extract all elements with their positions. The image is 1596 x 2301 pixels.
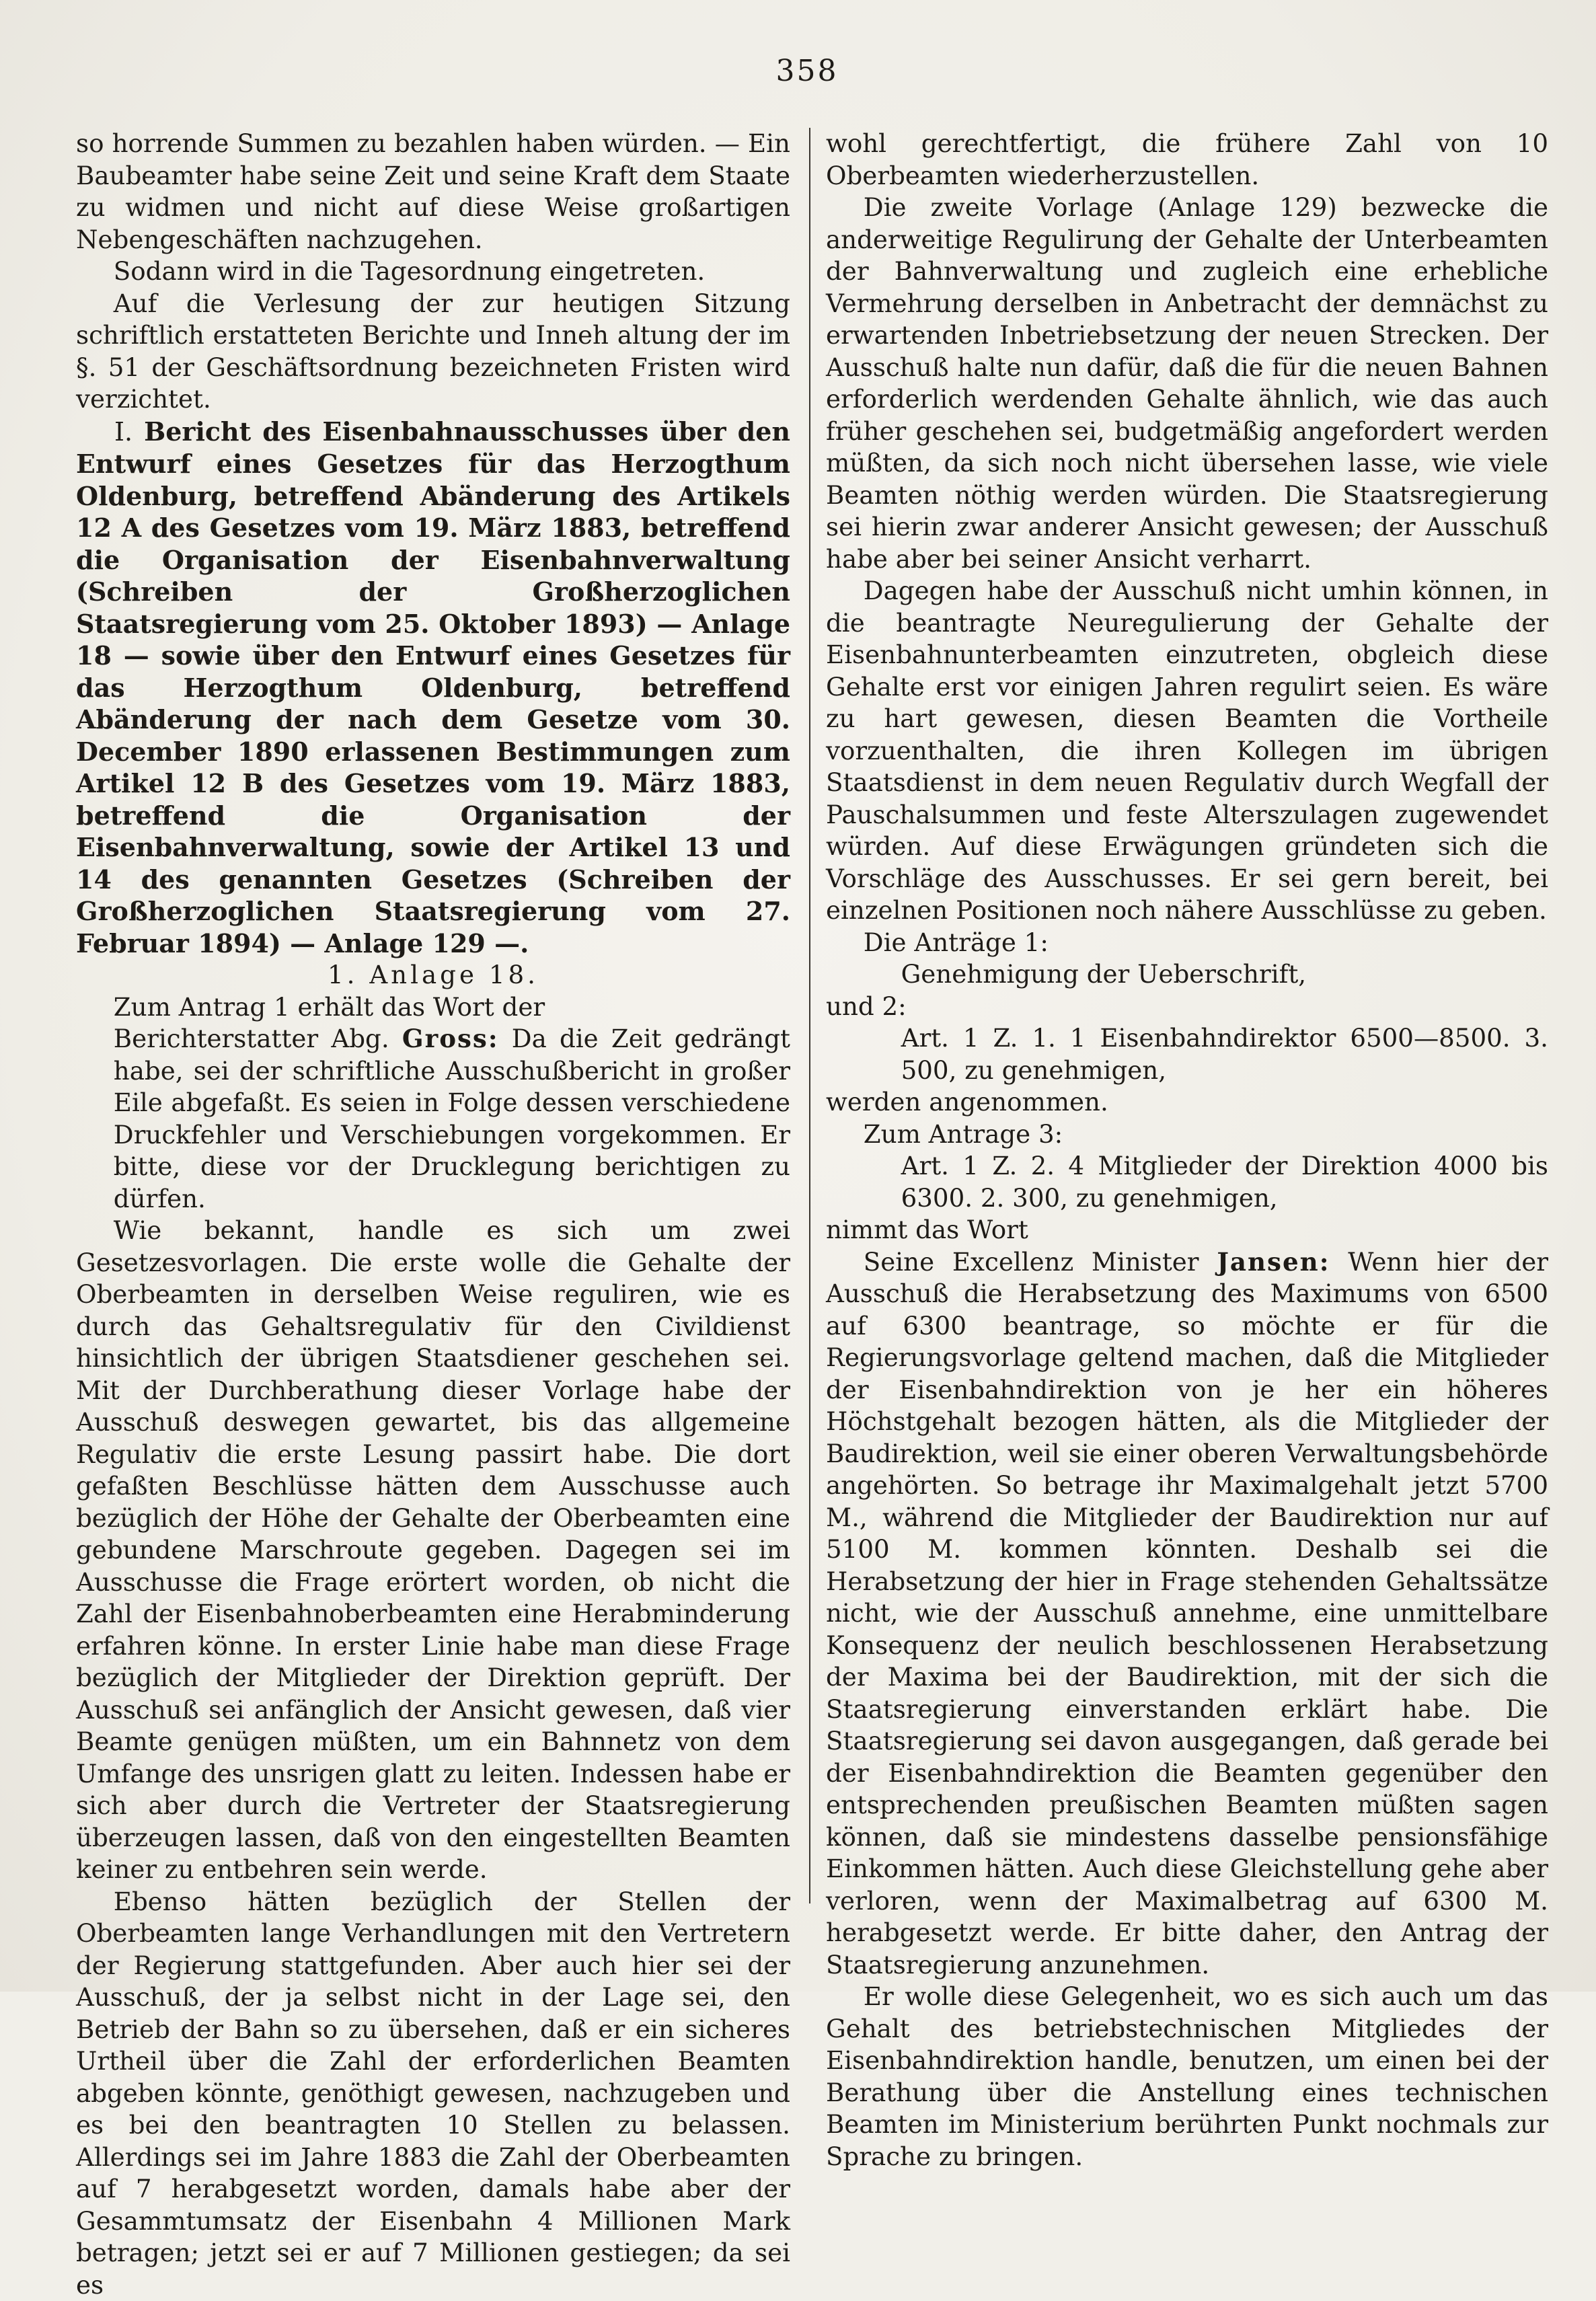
left-column bbox=[76, 128, 790, 2301]
paragraph: Wie bekannt, handle es sich um zwei Gesetzesvorlagen. Die erste wolle die Gehalte der Oberbeamten in derselben Weise reguliren, wie es durch das Gehaltsregulativ für den Civildienst hinsichtlich der übrigen Staatsdiener geschehen sei. Mit der Durchberathung dieser Vorlage habe der Ausschuß deswegen gewartet, bis das allgemeine Regulativ die erste Lesung passirt habe. Die dort gefaßten Beschlüsse hätten dem Ausschusse auch bezüglich der Höhe der Gehalte der Oberbeamten eine gebundene Marschroute gegeben. Dagegen sei im Ausschusse die Frage erörtert worden, ob nicht die Zahl der Eisenbahnoberbeamten eine Herabminderung erfahren könne. In erster Linie habe man diese Frage bezüglich der Mitglieder der Direktion geprüft. Der Ausschuß sei anfänglich der Ansicht gewesen, daß vier Beamte genügen müßten, um ein Bahnnetz von dem Umfange des unsrigen glatt zu leiten. Indessen habe er sich aber durch die Vertreter der Staatsregierung überzeugen lassen, daß von den eingestellten Beamten keiner zu entbehren sein werde. bbox=[76, 1215, 790, 1886]
speech-text: Wenn hier der Ausschuß die Herabsetzung des Maximums von 6500 auf 6300 beantrage, so möchte er für die Regierungsvorlage geltend machen, daß die Mitglieder der Eisenbahndirektion von je her ein höheres Höchstgehalt bezogen hätten, als die Mitglieder der Baudirektion, weil sie einer oberen Verwaltungsbehörde angehörten. So betrage ihr Maximalgehalt jetzt 5700 M., während die Mitglieder der Baudirektion nur auf 5100 M. kommen könnten. Deshalb sei die Herabsetzung der hier in Frage stehenden Gehaltssätze nicht, wie der Ausschuß annehme, eine unmittelbare Konsequenz der neulich beschlossenen Herabsetzung der Maxima bei der Baudirektion, mit der sich die Staatsregierung einverstanden erklärt habe. Die Staatsregierung sei davon ausgegangen, daß gerade bei der Eisenbahndirektion die Beamten gegenüber den entsprechenden preußischen Beamten müßten sagen können, daß sie mindestens dasselbe pensionsfähige Einkommen hätten. Auch diese Gleichstellung gehe aber verloren, wenn der Maximalbetrag auf 6300 M. herabgesetzt werde. Er bitte daher, den Antrag der Staatsregierung anzunehmen. bbox=[826, 1247, 1548, 1979]
column-divider bbox=[809, 128, 810, 1903]
paragraph: Ebenso hätten bezüglich der Stellen der Oberbeamten lange Verhandlungen mit den Vertretern der Regierung stattgefunden. Aber auch hier sei der Ausschuß, der ja selbst nicht in der Lage sei, den Betrieb der Bahn so zu übersehen, daß er ein sicheres Urtheil über die Zahl der erforderlichen Beamten abgeben könnte, genöthigt gewesen, nachzugeben und es bei den beantragten 10 Stellen zu belassen. Allerdings sei im Jahre 1883 die Zahl der Oberbeamten auf 7 herabgesetzt worden, damals habe aber der Gesammtumsatz der Eisenbahn 4 Millionen Mark betragen; jetzt sei er auf 7 Millionen gestiegen; da sei es bbox=[76, 1886, 790, 2301]
speaker-name: Gross: bbox=[402, 1024, 499, 1053]
speaker-intro: Seine Excellenz Minister bbox=[864, 1247, 1199, 1277]
paragraph: Dagegen habe der Ausschuß nicht umhin können, in die beantragte Neuregulierung der Gehalte der Eisenbahnunterbeamten einzutreten, obgleich diese Gehalte erst vor einigen Jahren regulirt seien. Es wäre zu hart gewesen, diesen Beamten die Vortheile vorzuenthalten, die ihren Kollegen im übrigen Staatsdienst in dem neuen Regulativ durch Wegfall der Pauschalsummen und feste Alterszulagen zugewendet würden. Auf diese Erwägungen gründeten sich die Vorschläge des Ausschusses. Er sei gern bereit, bei einzelnen Positionen noch nähere Ausschlüsse zu geben. bbox=[826, 575, 1548, 927]
paragraph: Er wolle diese Gelegenheit, wo es sich auch um das Gehalt des betriebstechnischen Mitgliedes der Eisenbahndirektion handle, benutzen, um einen bei der Berathung über die Anstellung eines technischen Beamten im Ministerium berührten Punkt nochmals zur Sprache zu bringen. bbox=[826, 1981, 1548, 2173]
paragraph: wohl gerechtfertigt, die frühere Zahl von 10 Oberbeamten wiederherzustellen. bbox=[826, 128, 1548, 192]
agenda-heading bbox=[76, 416, 790, 960]
paragraph: Auf die Verlesung der zur heutigen Sitzung schriftlich erstatteten Berichte und Inneh altung der im §. 51 der Geschäftsordnung bezeichneten Fristen wird verzichtet. bbox=[76, 288, 790, 416]
paragraph: und 2: bbox=[826, 991, 1548, 1023]
speech-text: Da die Zeit gedrängt habe, sei der schriftliche Ausschußbericht in großer Eile abgefaßt. Es seien in Folge dessen verschiedene Druckfehler und Verschiebungen vorgekommen. Er bitte, diese vor der Drucklegung berichtigen zu dürfen. bbox=[114, 1024, 790, 1213]
paragraph: werden angenommen. bbox=[826, 1086, 1548, 1119]
right-column bbox=[826, 128, 1548, 2173]
motion-item: Art. 1 Z. 2. 4 Mitglieder der Direktion 4000 bis 6300. 2. 300, zu genehmigen, bbox=[826, 1150, 1548, 1214]
paragraph: Zum Antrage 3: bbox=[826, 1119, 1548, 1151]
paragraph: Zum Antrag 1 erhält das Wort der bbox=[76, 991, 790, 1024]
speaker-name: Jansen: bbox=[1217, 1247, 1330, 1277]
speaker-paragraph bbox=[76, 1023, 790, 1215]
page-number: 358 bbox=[740, 54, 874, 88]
speaker-intro: Berichterstatter Abg. bbox=[114, 1024, 389, 1053]
paragraph: so horrende Summen zu bezahlen haben würden. — Ein Baubeamter habe seine Zeit und seine Kraft dem Staate zu widmen und nicht auf diese Weise großartigen Nebengeschäften nachzugehen. bbox=[76, 128, 790, 256]
speaker-paragraph bbox=[826, 1246, 1548, 1982]
agenda-number: I. bbox=[114, 417, 132, 447]
motion-item: Genehmigung der Ueberschrift, bbox=[826, 958, 1548, 991]
paragraph: Sodann wird in die Tagesordnung eingetreten. bbox=[76, 256, 790, 288]
paragraph: Die zweite Vorlage (Anlage 129) bezwecke die anderweitige Regulirung der Gehalte der Unterbeamten der Bahnverwaltung und zugleich eine erhebliche Vermehrung derselben in Anbetracht der demnächst zu erwartenden Inbetriebsetzung der neuen Strecken. Der Ausschuß halte nun dafür, daß die für die neuen Bahnen erforderlich werdenden Gehalte ähnlich, wie das auch früher geschehen sei, budgetmäßig angefordert werden müßten, da sich noch nicht übersehen lasse, wie viele Beamten nöthig werden würden. Die Staatsregierung sei hierin zwar anderer Ansicht gewesen; der Ausschuß habe aber bei seiner Ansicht verharrt. bbox=[826, 192, 1548, 575]
paragraph: Die Anträge 1: bbox=[826, 927, 1548, 959]
motion-item: Art. 1 Z. 1. 1 Eisenbahndirektor 6500—8500. 3. 500, zu genehmigen, bbox=[826, 1022, 1548, 1086]
subheading: 1. Anlage 18. bbox=[76, 959, 790, 991]
agenda-title: Bericht des Eisenbahnausschusses über den Entwurf eines Gesetzes für das Herzogthum Oldenburg, betreffend Abänderung des Artikels 12 A des Gesetzes vom 19. März 1883, betreffend die Organisation der Eisenbahnverwaltung (Schreiben der Großherzoglichen Staatsregierung vom 25. Oktober 1893) — Anlage 18 — sowie über den Entwurf eines Gesetzes für das Herzogthum Oldenburg, betreffend Abänderung der nach dem Gesetze vom 30. December 1890 erlassenen Bestimmungen zum Artikel 12 B des Gesetzes vom 19. März 1883, betreffend die Organisation der Eisenbahnverwaltung, sowie der Artikel 13 und 14 des genannten Gesetzes (Schreiben der Großherzoglichen Staatsregierung vom 27. Februar 1894) — Anlage 129 —. bbox=[76, 416, 790, 958]
paragraph: nimmt das Wort bbox=[826, 1214, 1548, 1246]
